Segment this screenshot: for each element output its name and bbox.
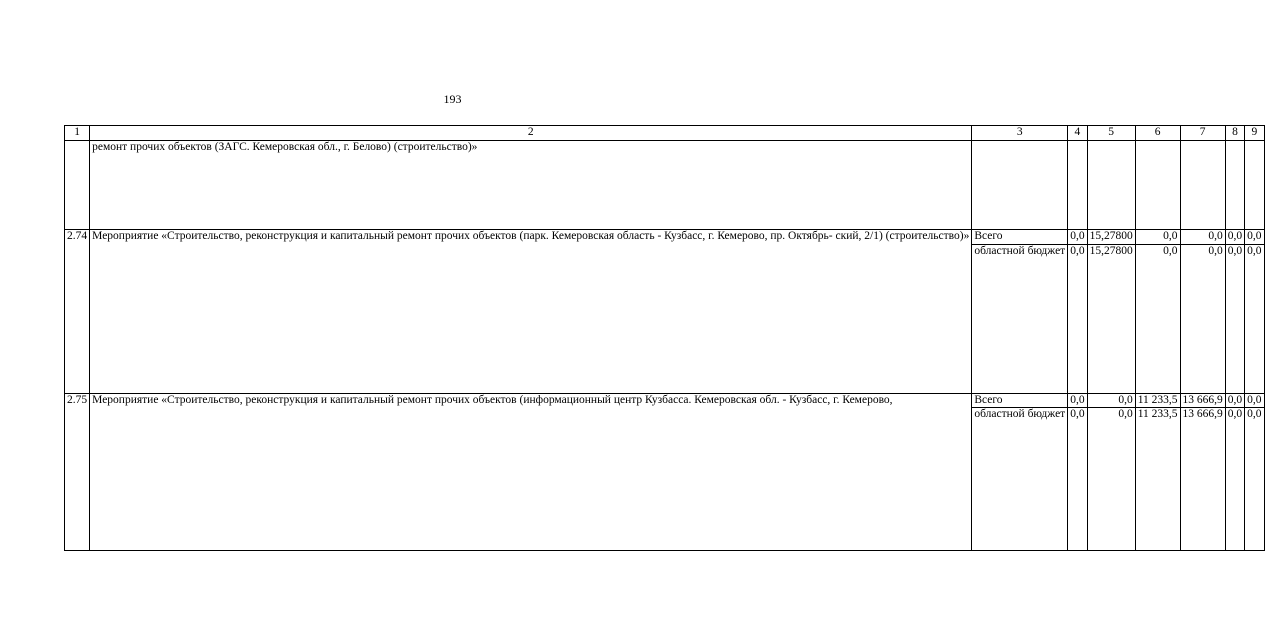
value-cell: 0,0 bbox=[1068, 244, 1087, 393]
value-cell: 0,0 bbox=[1225, 408, 1244, 551]
measure-name-cell: Мероприятие «Строительство, реконструкция и капитальный ремонт прочих объектов (парк. Кемеровская область - Кузбасс, г. Кемерово, пр. Октябрь- ский, 2/1) (строительство)» bbox=[90, 230, 972, 394]
value-cell: 0,0 bbox=[1135, 244, 1180, 393]
value-cell: 0,0 bbox=[1225, 244, 1244, 393]
value-cell: 13 666,9 bbox=[1180, 408, 1225, 551]
empty-cell bbox=[972, 141, 1068, 230]
table-row bbox=[65, 393, 1265, 408]
funding-source-cell: областной бюджет bbox=[972, 244, 1068, 393]
continuation-row bbox=[65, 141, 1265, 230]
value-cell: 15,27800 bbox=[1087, 244, 1135, 393]
table-row bbox=[65, 230, 1265, 245]
column-header: 5 bbox=[1087, 126, 1135, 141]
value-cell: 0,0 bbox=[1068, 393, 1087, 408]
value-cell: 0,0 bbox=[1225, 393, 1244, 408]
value-cell: 13 666,9 bbox=[1180, 393, 1225, 408]
value-cell: 0,0 bbox=[1068, 408, 1087, 551]
column-header: 6 bbox=[1135, 126, 1180, 141]
column-number-row bbox=[65, 126, 1265, 141]
funding-source-cell: областной бюджет bbox=[972, 408, 1068, 551]
value-cell: 0,0 bbox=[1245, 408, 1264, 551]
value-cell: 0,0 bbox=[1135, 230, 1180, 245]
empty-cell bbox=[1245, 141, 1264, 230]
column-header: 4 bbox=[1068, 126, 1087, 141]
row-index-cell: 2.74 bbox=[65, 230, 90, 394]
value-cell: 11 233,5 bbox=[1135, 393, 1180, 408]
page-number: 193 bbox=[443, 92, 462, 106]
value-cell: 15,27800 bbox=[1087, 230, 1135, 245]
value-cell: 0,0 bbox=[1180, 230, 1225, 245]
empty-cell bbox=[1135, 141, 1180, 230]
measure-name-cell: Мероприятие «Строительство, реконструкция и капитальный ремонт прочих объектов (информационный центр Кузбасса. Кемеровская обл. - Кузбасс, г. Кемерово, bbox=[90, 393, 972, 551]
empty-cell bbox=[1087, 141, 1135, 230]
empty-cell bbox=[1225, 141, 1244, 230]
value-cell: 0,0 bbox=[1245, 244, 1264, 393]
value-cell: 0,0 bbox=[1087, 393, 1135, 408]
value-cell: 0,0 bbox=[1245, 230, 1264, 245]
column-header: 3 bbox=[972, 126, 1068, 141]
value-cell: 0,0 bbox=[1180, 244, 1225, 393]
row-index-cell bbox=[65, 141, 90, 230]
measure-name-cell: ремонт прочих объектов (ЗАГС. Кемеровская обл., г. Белово) (строительство)» bbox=[90, 141, 972, 230]
column-header: 1 bbox=[65, 126, 90, 141]
funding-source-cell: Всего bbox=[972, 230, 1068, 245]
row-index-cell: 2.75 bbox=[65, 393, 90, 551]
empty-cell bbox=[1068, 141, 1087, 230]
funding-source-cell: Всего bbox=[972, 393, 1068, 408]
empty-cell bbox=[1180, 141, 1225, 230]
value-cell: 0,0 bbox=[1087, 408, 1135, 551]
value-cell: 0,0 bbox=[1245, 393, 1264, 408]
value-cell: 11 233,5 bbox=[1135, 408, 1180, 551]
value-cell: 0,0 bbox=[1068, 230, 1087, 245]
column-header: 9 bbox=[1245, 126, 1264, 141]
budget-table bbox=[64, 125, 1265, 551]
column-header: 2 bbox=[90, 126, 972, 141]
column-header: 8 bbox=[1225, 126, 1244, 141]
column-header: 7 bbox=[1180, 126, 1225, 141]
value-cell: 0,0 bbox=[1225, 230, 1244, 245]
